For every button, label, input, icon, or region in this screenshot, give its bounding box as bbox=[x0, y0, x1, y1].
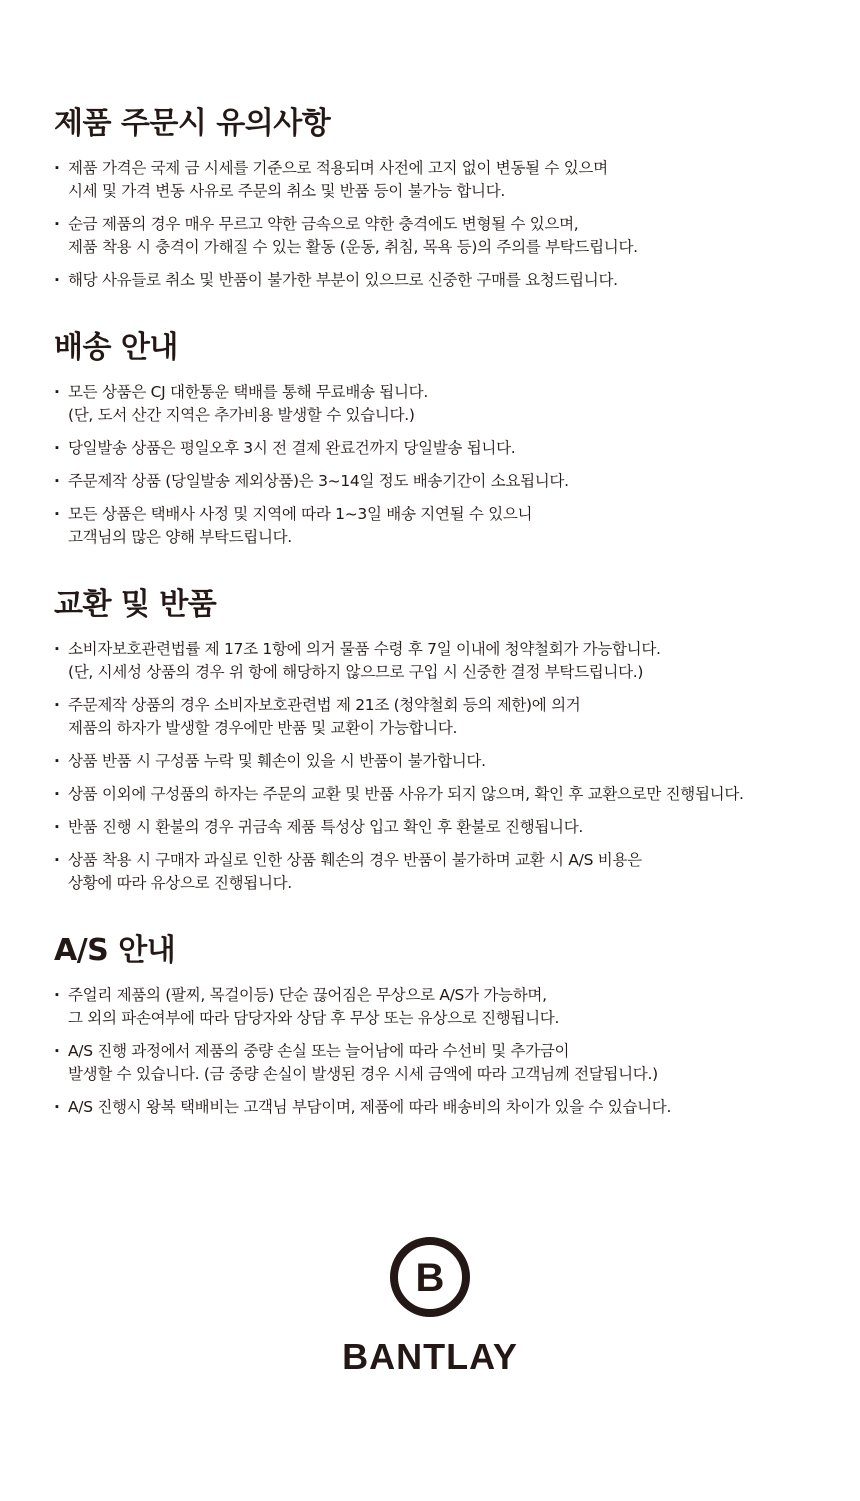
list-item-line: · 제품 가격은 국제 금 시세를 기준으로 적용되며 사전에 고지 없이 변동될 수 있으며 bbox=[68, 159, 608, 177]
list-item-line: · 소비자보호관련법률 제 17조 1항에 의거 물품 수령 후 7일 이내에 청약철회가 가능합니다. bbox=[68, 640, 661, 658]
list-item-line: · 모든 상품은 택배사 사정 및 지역에 따라 1~3일 배송 지연될 수 있으니 bbox=[68, 505, 533, 523]
brand-mark-icon bbox=[389, 1236, 471, 1318]
list-item-line: · 모든 상품은 CJ 대한통운 택배를 통해 무료배송 됩니다. bbox=[68, 383, 428, 401]
list-item-line: 고객님의 많은 양해 부탁드립니다. bbox=[68, 528, 292, 546]
list-item bbox=[54, 381, 844, 427]
list-item-line: · 반품 진행 시 환불의 경우 귀금속 제품 특성상 입고 확인 후 환불로 진행됩니다. bbox=[68, 818, 584, 836]
notice-list bbox=[54, 381, 844, 549]
list-item bbox=[54, 849, 844, 895]
list-item bbox=[54, 269, 844, 292]
list-item-line: 시세 및 가격 변동 사유로 주문의 취소 및 반품 등이 불가능 합니다. bbox=[68, 182, 506, 200]
list-item bbox=[54, 437, 844, 460]
list-item bbox=[54, 503, 844, 549]
list-item-line: (단, 도서 산간 지역은 추가비용 발생할 수 있습니다.) bbox=[68, 406, 415, 424]
notice-list bbox=[54, 157, 844, 292]
list-item-line: 그 외의 파손여부에 따라 담당자와 상담 후 무상 또는 유상으로 진행됩니다. bbox=[68, 1009, 560, 1027]
section-title: 제품 주문시 유의사항 bbox=[54, 106, 331, 141]
notice-content bbox=[54, 104, 844, 1129]
notice-list bbox=[54, 638, 844, 895]
list-item bbox=[54, 157, 844, 203]
list-item bbox=[54, 470, 844, 493]
list-item-line: · 순금 제품의 경우 매우 무르고 약한 금속으로 약한 충격에도 변형될 수 있으며, bbox=[68, 215, 579, 233]
list-item-line: · 주얼리 제품의 (팔찌, 목걸이등) 단순 끊어짐은 무상으로 A/S가 가능하며, bbox=[68, 986, 547, 1004]
list-item bbox=[54, 816, 844, 839]
list-item bbox=[54, 213, 844, 259]
list-item-line: (단, 시세성 상품의 경우 위 항에 해당하지 않으므로 구입 시 신중한 결정 부탁드립니다.) bbox=[68, 663, 644, 681]
list-item-line: 제품 착용 시 충격이 가해질 수 있는 활동 (운동, 취침, 목욕 등)의 주의를 부탁드립니다. bbox=[68, 238, 638, 256]
list-item-line: 발생할 수 있습니다. (금 중량 손실이 발생된 경우 시세 금액에 따라 고객님께 전달됩니다.) bbox=[68, 1065, 658, 1083]
list-item-line: · 주문제작 상품의 경우 소비자보호관련법 제 21조 (청약철회 등의 제한)에 의거 bbox=[68, 696, 581, 714]
list-item bbox=[54, 1096, 844, 1119]
notice-list bbox=[54, 984, 844, 1119]
list-item-line: · 당일발송 상품은 평일오후 3시 전 결제 완료건까지 당일발송 됩니다. bbox=[68, 439, 516, 457]
brand-mark-letter: B bbox=[415, 1256, 445, 1300]
list-item bbox=[54, 694, 844, 740]
list-item-line: 제품의 하자가 발생할 경우에만 반품 및 교환이 가능합니다. bbox=[68, 719, 458, 737]
brand-name: BANTLAY bbox=[342, 1336, 518, 1377]
section bbox=[54, 931, 844, 1119]
list-item-line: · 상품 착용 시 구매자 과실로 인한 상품 훼손의 경우 반품이 불가하며 교환 시 A/S 비용은 bbox=[68, 851, 642, 869]
list-item-line: · 해당 사유들로 취소 및 반품이 불가한 부분이 있으므로 신중한 구매를 요청드립니다. bbox=[68, 271, 618, 289]
list-item-line: 상황에 따라 유상으로 진행됩니다. bbox=[68, 874, 292, 892]
brand-logo bbox=[0, 1236, 860, 1378]
list-item bbox=[54, 984, 844, 1030]
list-item-line: · 상품 이외에 구성품의 하자는 주문의 교환 및 반품 사유가 되지 않으며, 확인 후 교환으로만 진행됩니다. bbox=[68, 785, 744, 803]
section bbox=[54, 585, 844, 895]
list-item bbox=[54, 750, 844, 773]
list-item-line: · 주문제작 상품 (당일발송 제외상품)은 3~14일 정도 배송기간이 소요됩니다. bbox=[68, 472, 569, 490]
list-item bbox=[54, 638, 844, 684]
section-title: 교환 및 반품 bbox=[54, 587, 217, 622]
list-item-line: · A/S 진행 과정에서 제품의 중량 손실 또는 늘어남에 따라 수선비 및 추가금이 bbox=[68, 1042, 570, 1060]
list-item-line: · A/S 진행시 왕복 택배비는 고객님 부담이며, 제품에 따라 배송비의 차이가 있을 수 있습니다. bbox=[68, 1098, 672, 1116]
section bbox=[54, 328, 844, 549]
list-item bbox=[54, 783, 844, 806]
section-title: 배송 안내 bbox=[54, 330, 178, 365]
list-item-line: · 상품 반품 시 구성품 누락 및 훼손이 있을 시 반품이 불가합니다. bbox=[68, 752, 486, 770]
section-title: A/S 안내 bbox=[54, 933, 176, 968]
list-item bbox=[54, 1040, 844, 1086]
section bbox=[54, 104, 844, 292]
